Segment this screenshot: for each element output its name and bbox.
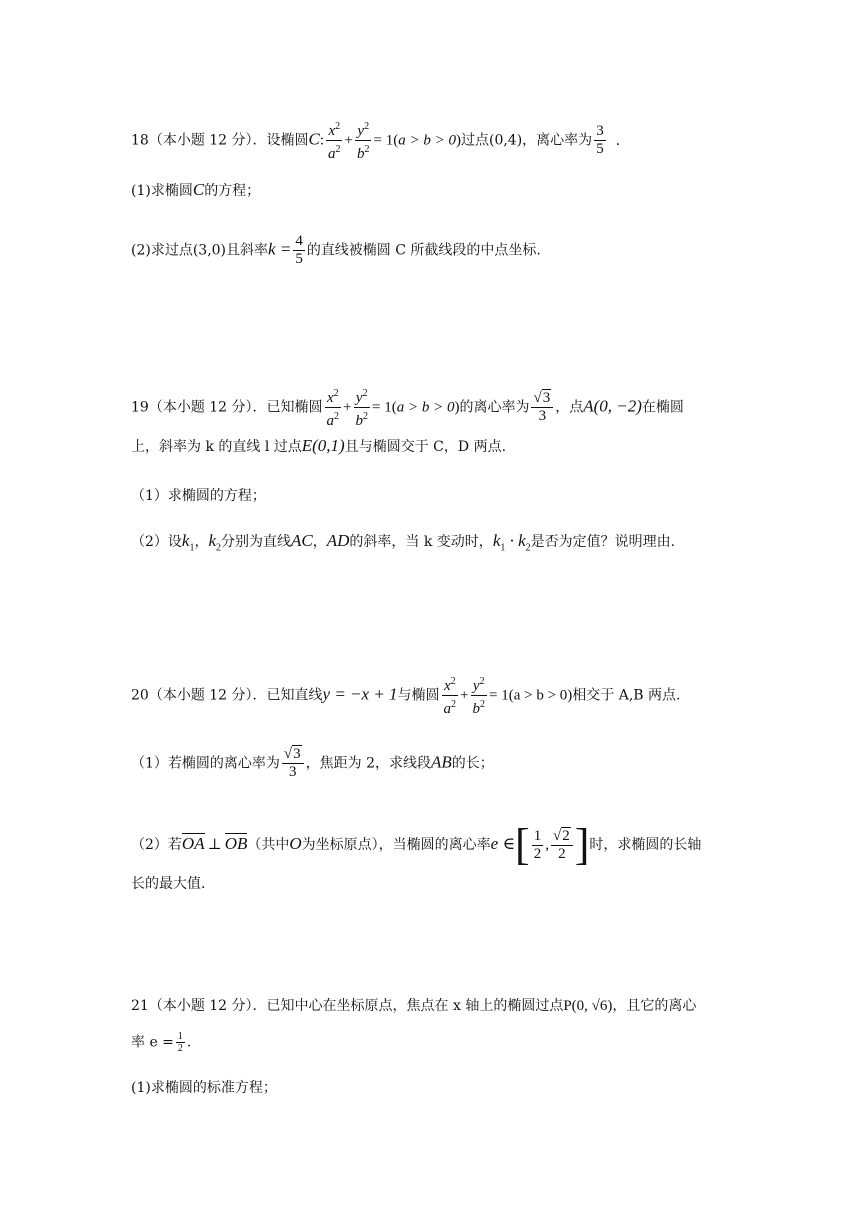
q19-point-e: E(0,1)	[301, 436, 345, 455]
q19-frac-x: $\frac{x^2}{a^2}$	[325, 385, 342, 430]
q21-line2: 率 e = $\frac{1}{2}$ .	[131, 1031, 192, 1054]
q20-frac-y: $\frac{y^2}{b^2}$	[471, 673, 488, 718]
q21-point-p: P(0, √6)	[563, 998, 613, 1014]
q20-vector-ob: OB	[224, 834, 248, 853]
q18-ecc: $\frac{3}{5}$	[596, 123, 604, 157]
q20-line-eq: y = −x + 1	[322, 684, 398, 704]
q18-part1: (1)求椭圆C的方程；	[131, 180, 261, 199]
q18-frac-y: $\frac{y^2}{b^2}$	[355, 118, 372, 163]
q18-stem: 18（本小题 12 分）．设椭圆C: $\frac{x^2}{a^2}$ + $\frac{y^2}{b^2}$ = 1(a > b > 0)过点(0,4)，离心率为 $\frac{3}{5}$ ．	[131, 118, 630, 163]
q20-part2-line2: 长的最大值.	[131, 876, 206, 892]
q18-end: ．	[615, 132, 630, 149]
q19-part2: （2）设$k_1$，$k_2$分别为直线AC，AD的斜率，当 k 变动时，$k_1 \cdot k_2$是否为定值？说明理由.	[131, 531, 676, 554]
q19-intro: 19（本小题 12 分）．已知椭圆	[131, 399, 323, 416]
q18-frac-x: $\frac{x^2}{a^2}$	[326, 118, 343, 163]
q20-part1: （1）若椭圆的离心率为 $\frac{√3}{3}$ ，焦距为 2，求线段AB的长；	[131, 746, 494, 780]
q18-cond: a > b > 0	[398, 132, 456, 149]
q19-ecc: $\frac{√3}{3}$	[531, 390, 553, 425]
q21-ecc: $\frac{1}{2}$	[177, 1031, 183, 1054]
q18-after-cond: 过点(0,4)，离心率为	[460, 132, 593, 149]
q20-ecc: $\frac{√3}{3}$	[282, 746, 304, 781]
q20-part2: （2）若OA ⊥ OB（共中O为坐标原点），当椭圆的离心率e ∈[ $\frac{1}{2}$ , $\frac{√2}{2}$ ]时，求椭圆的长轴	[131, 820, 702, 869]
q18-eq-tail: = 1	[373, 132, 394, 149]
q19-part1: （1）求椭圆的方程；	[131, 488, 266, 504]
q19-stem: 19（本小题 12 分）．已知椭圆 $\frac{x^2}{a^2}$ + $\frac{y^2}{b^2}$ = 1(a > b > 0)的离心率为 $\frac{√3}{3}$ ，点A(0, −2)在椭圆	[131, 385, 684, 430]
q19-point-a: A(0, −2)	[583, 396, 642, 416]
q18-part2: (2)求过点(3,0)且斜率k = $\frac{4}{5}$ 的直线被椭圆 C 所截线段的中点坐标.	[131, 233, 541, 267]
q18-slope-k: k =	[268, 239, 292, 259]
q18-slope-frac: $\frac{4}{5}$	[295, 233, 303, 267]
q19-frac-y: $\frac{y^2}{b^2}$	[354, 385, 371, 430]
q21-stem: 21（本小题 12 分）．已知中心在坐标原点，焦点在 x 轴上的椭圆过点P(0, √6)，且它的离心	[131, 998, 697, 1014]
q20-vector-oa: OA	[181, 834, 205, 853]
q18-c-label: C	[308, 129, 320, 149]
q21-part1: (1)求椭圆的标准方程；	[131, 1080, 277, 1096]
q18-intro: 18（本小题 12 分）．设椭圆	[131, 132, 309, 149]
q20-frac-x: $\frac{x^2}{a^2}$	[442, 673, 459, 718]
q19-line2: 上，斜率为 k 的直线 l 过点E(0,1)且与椭圆交于 C，D 两点.	[131, 436, 507, 455]
q20-stem: 20（本小题 12 分）．已知直线y = −x + 1与椭圆 $\frac{x^2}{a^2}$ + $\frac{y^2}{b^2}$ = 1(a > b > 0)相交于 A,B 两点.	[131, 673, 681, 718]
